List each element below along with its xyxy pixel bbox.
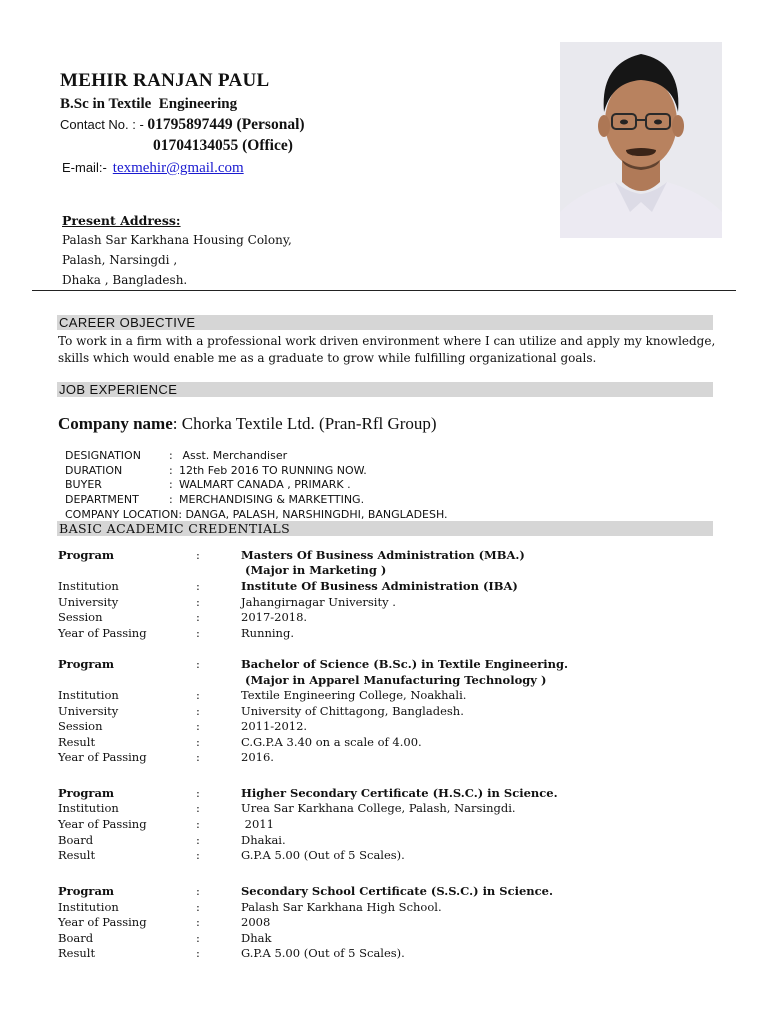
academic-value: (Major in Marketing ) bbox=[241, 563, 387, 577]
job-label: COMPANY LOCATION: bbox=[65, 508, 183, 521]
academic-colon: : bbox=[196, 704, 200, 718]
company-value: : Chorka Textile Ltd. (Pran-Rfl Group) bbox=[172, 414, 437, 433]
job-label: BUYER bbox=[65, 478, 102, 491]
email-line bbox=[62, 160, 244, 177]
academic-value: 2017-2018. bbox=[241, 610, 308, 624]
academic-row bbox=[58, 801, 718, 816]
academic-colon: : bbox=[196, 719, 200, 733]
academic-colon: : bbox=[196, 657, 200, 671]
academic-value: Masters Of Business Administration (MBA.) bbox=[241, 548, 525, 562]
email-label: E-mail:- bbox=[62, 160, 107, 175]
job-colon: : bbox=[169, 464, 173, 477]
job-value: MERCHANDISING & MARKETTING. bbox=[179, 493, 365, 506]
academic-colon: : bbox=[196, 610, 200, 624]
academic-value: Dhakai. bbox=[241, 833, 286, 847]
job-row bbox=[58, 450, 367, 477]
academic-row bbox=[58, 833, 718, 848]
academic-row bbox=[58, 786, 718, 801]
job-value: 12th Feb 2016 TO RUNNING NOW. bbox=[179, 464, 367, 477]
academic-colon: : bbox=[196, 595, 200, 609]
academic-label: University bbox=[58, 704, 119, 718]
academic-colon: : bbox=[196, 801, 200, 815]
contact-label: Contact No. : - bbox=[60, 117, 148, 132]
academic-label: Year of Passing bbox=[58, 817, 147, 831]
academic-colon: : bbox=[196, 817, 200, 831]
academic-row bbox=[58, 563, 718, 578]
address-line-1: Palash Sar Karkhana Housing Colony, bbox=[62, 233, 292, 247]
academic-row bbox=[58, 688, 718, 703]
academic-label: Session bbox=[58, 610, 103, 624]
academic-colon: : bbox=[196, 848, 200, 862]
academic-row bbox=[58, 657, 718, 672]
academic-label: Institution bbox=[58, 900, 119, 914]
academic-row bbox=[58, 817, 718, 832]
academic-row bbox=[58, 626, 718, 641]
academic-label: Session bbox=[58, 719, 103, 733]
academic-row bbox=[58, 673, 718, 688]
academic-row bbox=[58, 884, 718, 899]
academic-value: (Major in Apparel Manufacturing Technology ) bbox=[241, 673, 547, 687]
section-title-job: JOB EXPERIENCE bbox=[59, 382, 178, 397]
academic-label: Program bbox=[58, 657, 115, 671]
candidate-degree: B.Sc in Textile Engineering bbox=[60, 96, 238, 112]
academic-colon: : bbox=[196, 900, 200, 914]
academic-value: C.G.P.A 3.40 on a scale of 4.00. bbox=[241, 735, 422, 749]
academic-value: Institute Of Business Administration (IBA) bbox=[241, 579, 518, 593]
contact-line bbox=[60, 116, 305, 134]
job-label: DEPARTMENT bbox=[65, 493, 139, 506]
job-value: DANGA, PALASH, NARSHINGDHI, BANGLADESH. bbox=[185, 508, 448, 521]
academic-label: University bbox=[58, 595, 119, 609]
academic-label: Result bbox=[58, 735, 96, 749]
address-line-3: Dhaka , Bangladesh. bbox=[62, 273, 188, 287]
academic-row bbox=[58, 719, 718, 734]
academic-value: Palash Sar Karkhana High School. bbox=[241, 900, 442, 914]
academic-colon: : bbox=[196, 833, 200, 847]
academic-row bbox=[58, 848, 718, 863]
job-colon: : bbox=[169, 478, 173, 491]
academic-value: Textile Engineering College, Noakhali. bbox=[241, 688, 467, 702]
academic-colon: : bbox=[196, 786, 200, 800]
academic-row bbox=[58, 595, 718, 610]
section-title-career: CAREER OBJECTIVE bbox=[59, 315, 196, 330]
academic-label: Board bbox=[58, 833, 94, 847]
academic-value: Urea Sar Karkhana College, Palash, Narsingdi. bbox=[241, 801, 516, 815]
section-bar-job bbox=[57, 382, 713, 397]
job-label: DURATION bbox=[65, 464, 123, 477]
academic-value: Dhak bbox=[241, 931, 272, 945]
academic-value: 2011-2012. bbox=[241, 719, 308, 733]
job-row bbox=[58, 464, 351, 491]
profile-photo bbox=[560, 42, 722, 238]
academic-label: Year of Passing bbox=[58, 626, 147, 640]
academic-value: Jahangirnagar University . bbox=[241, 595, 396, 609]
academic-value: G.P.A 5.00 (Out of 5 Scales). bbox=[241, 946, 405, 960]
email-link[interactable]: texmehir@gmail.com bbox=[112, 160, 244, 176]
candidate-name: MEHIR RANJAN PAUL bbox=[60, 70, 270, 91]
job-colon: : bbox=[169, 449, 173, 462]
academic-label: Institution bbox=[58, 801, 119, 815]
job-colon: : bbox=[169, 493, 173, 506]
academic-colon: : bbox=[196, 548, 200, 562]
academic-label: Program bbox=[58, 786, 115, 800]
academic-colon: : bbox=[196, 626, 200, 640]
academic-row bbox=[58, 579, 718, 594]
academic-row bbox=[58, 548, 718, 563]
academic-label: Program bbox=[58, 548, 115, 562]
academic-row bbox=[58, 915, 718, 930]
company-line bbox=[58, 414, 437, 434]
academic-label: Year of Passing bbox=[58, 750, 147, 764]
academic-label: Board bbox=[58, 931, 94, 945]
academic-label: Year of Passing bbox=[58, 915, 147, 929]
academic-value: 2011 bbox=[241, 817, 274, 831]
academic-row bbox=[58, 735, 718, 750]
academic-colon: : bbox=[196, 931, 200, 945]
academic-label: Result bbox=[58, 848, 96, 862]
job-row bbox=[58, 479, 365, 506]
phone-office: 01704134055 (Office) bbox=[153, 137, 293, 154]
phone-personal: 01795897449 (Personal) bbox=[147, 116, 305, 133]
academic-value: Higher Secondary Certificate (H.S.C.) in Science. bbox=[241, 786, 558, 800]
academic-colon: : bbox=[196, 946, 200, 960]
academic-row bbox=[58, 900, 718, 915]
academic-colon: : bbox=[196, 579, 200, 593]
section-bar-academic bbox=[57, 521, 713, 536]
academic-row bbox=[58, 946, 718, 961]
academic-colon: : bbox=[196, 884, 200, 898]
academic-colon: : bbox=[196, 735, 200, 749]
academic-value: 2016. bbox=[241, 750, 274, 764]
header-divider bbox=[32, 290, 736, 291]
section-bar-career bbox=[57, 315, 713, 330]
academic-colon: : bbox=[196, 750, 200, 764]
job-label: DESIGNATION bbox=[65, 449, 141, 462]
academic-value: Secondary School Certificate (S.S.C.) in Science. bbox=[241, 884, 553, 898]
address-heading: Present Address: bbox=[62, 213, 181, 228]
career-objective-text: To work in a firm with a professional work driven environment where I can utilize and apply my knowledge, skills which would enable me as a graduate to grow while fulfilling organizational goals. bbox=[58, 334, 716, 365]
section-title-academic: BASIC ACADEMIC CREDENTIALS bbox=[59, 521, 291, 536]
academic-value: Running. bbox=[241, 626, 294, 640]
academic-label: Institution bbox=[58, 579, 119, 593]
academic-value: G.P.A 5.00 (Out of 5 Scales). bbox=[241, 848, 405, 862]
academic-colon: : bbox=[196, 688, 200, 702]
job-row bbox=[58, 435, 288, 462]
company-label: Company name bbox=[58, 414, 173, 433]
academic-row bbox=[58, 704, 718, 719]
academic-value: 2008 bbox=[241, 915, 271, 929]
academic-row bbox=[58, 750, 718, 765]
academic-label: Program bbox=[58, 884, 115, 898]
academic-label: Institution bbox=[58, 688, 119, 702]
job-row bbox=[58, 494, 448, 521]
academic-row bbox=[58, 610, 718, 625]
job-value: Asst. Merchandiser bbox=[179, 449, 288, 462]
academic-value: University of Chittagong, Bangladesh. bbox=[241, 704, 464, 718]
academic-colon: : bbox=[196, 915, 200, 929]
academic-value: Bachelor of Science (B.Sc.) in Textile Engineering. bbox=[241, 657, 569, 671]
address-line-2: Palash, Narsingdi , bbox=[62, 253, 178, 267]
academic-row bbox=[58, 931, 718, 946]
academic-label: Result bbox=[58, 946, 96, 960]
job-value: WALMART CANADA , PRIMARK . bbox=[179, 478, 351, 491]
